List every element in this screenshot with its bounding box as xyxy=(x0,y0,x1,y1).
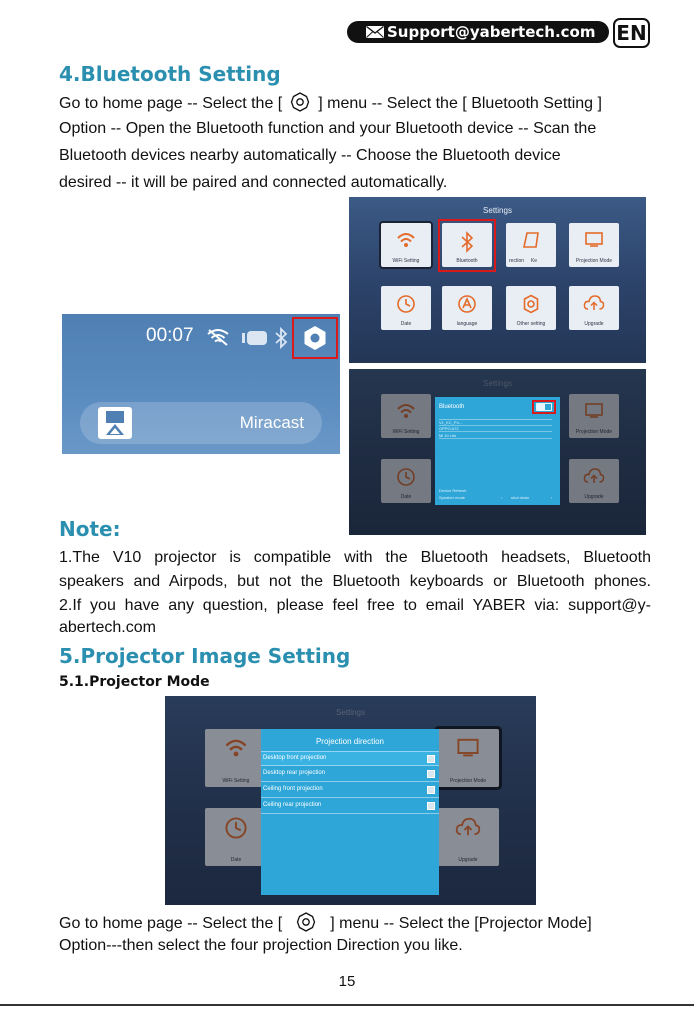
speaker-mode-row[interactable] xyxy=(439,495,552,500)
chevron-left-icon[interactable]: ‹ xyxy=(501,495,503,500)
note-title: Note: xyxy=(59,517,121,541)
support-email-text: Support@yabertech.com xyxy=(387,23,596,41)
bottom-rule xyxy=(0,1004,694,1006)
tile-label-text: rection xyxy=(509,258,525,264)
instruction-text: Go to home page -- Select the [ xyxy=(59,95,283,112)
home-status-screenshot xyxy=(62,314,340,454)
bluetooth-instruction-line-4: desired -- it will be paired and connected automatically. xyxy=(59,174,448,191)
support-email-banner xyxy=(347,21,609,43)
tile-label: language xyxy=(456,321,478,327)
device-name: Mi 10 Lite xyxy=(439,433,457,438)
projection-panel-title: Projection direction xyxy=(315,737,385,746)
settings-screenshot xyxy=(349,197,646,363)
tile-label: WiFi Setting xyxy=(222,778,250,784)
bluetooth-highlight-box xyxy=(438,219,496,272)
wifi-setting-tile[interactable] xyxy=(381,223,431,267)
wifi-off-icon xyxy=(206,328,230,346)
device-row[interactable] xyxy=(439,433,552,439)
bluetooth-icon xyxy=(274,327,288,349)
monitor-icon xyxy=(584,231,604,247)
projection-direction-panel xyxy=(261,729,439,895)
note-line-4: abertech.com xyxy=(59,619,156,636)
tile-label: WiFi Setting xyxy=(392,258,420,264)
note-line-3: 2.If you have any question, please feel free to email YABER via: support@y- xyxy=(59,597,651,614)
checkbox[interactable] xyxy=(427,802,435,810)
projection-option[interactable] xyxy=(261,783,439,798)
tile-label: Projection Mode xyxy=(449,778,487,784)
gear-icon xyxy=(296,912,316,932)
tile-label: Projection Mode xyxy=(575,258,613,264)
bluetooth-panel-title: Bluetooth xyxy=(439,404,465,410)
cast-icon xyxy=(98,407,132,439)
bluetooth-panel xyxy=(435,397,560,505)
projection-direction-screenshot xyxy=(165,696,536,905)
projector-instruction-line-2: Option---then select the four projection Direction you like. xyxy=(59,937,463,954)
tile-label: Date xyxy=(400,321,412,327)
device-row[interactable] xyxy=(439,419,552,426)
battery-icon xyxy=(239,330,269,346)
instruction-text: ] menu -- Select the [ Bluetooth Setting ] xyxy=(318,95,602,112)
gear-icon xyxy=(290,92,310,112)
option-label: Ceiling rear projection xyxy=(263,802,322,808)
device-refresh-label: Device Refresh xyxy=(439,488,467,493)
projector-mode-subtitle: 5.1.Projector Mode xyxy=(59,674,210,690)
bluetooth-instruction-line-1 xyxy=(59,92,602,114)
projection-option[interactable] xyxy=(261,799,439,814)
page-number: 15 xyxy=(338,973,356,990)
tile-label: Date xyxy=(230,857,242,863)
language-badge: EN xyxy=(613,18,650,48)
date-tile[interactable] xyxy=(381,286,431,330)
checkbox[interactable] xyxy=(427,770,435,778)
tile-label: Upgrade xyxy=(458,857,478,863)
toggle-highlight-box xyxy=(532,400,556,414)
checkbox[interactable] xyxy=(427,755,435,763)
miracast-button[interactable] xyxy=(80,402,322,444)
clock-icon xyxy=(396,294,416,314)
note-line-2: speakers and Airpods, but not the Bluetooth keyboards or Bluetooth phones. xyxy=(59,573,651,590)
projection-option[interactable] xyxy=(261,751,439,766)
other-setting-tile[interactable] xyxy=(506,286,556,330)
instruction-text: Go to home page -- Select the [ xyxy=(59,915,283,932)
projector-instruction-line-1 xyxy=(59,912,592,934)
status-time: 00:07 xyxy=(146,325,194,346)
checkbox[interactable] xyxy=(427,786,435,794)
language-icon xyxy=(457,294,477,314)
projection-mode-tile[interactable] xyxy=(569,223,619,267)
language-tile[interactable] xyxy=(442,286,492,330)
trapezoid-icon xyxy=(522,231,540,249)
bluetooth-panel-screenshot xyxy=(349,369,646,535)
bluetooth-section-title: 4.Bluetooth Setting xyxy=(59,62,281,86)
gear-icon xyxy=(521,294,541,314)
mail-icon xyxy=(366,26,384,38)
upgrade-tile[interactable] xyxy=(569,286,619,330)
note-line-1: 1.The V10 projector is compatible with the Bluetooth headsets, Bluetooth xyxy=(59,549,651,566)
cloud-upload-icon xyxy=(583,294,605,312)
tile-label xyxy=(506,258,556,264)
speaker-mode-value: shut down xyxy=(511,495,530,500)
settings-gear-icon[interactable] xyxy=(302,325,328,351)
tile-label: Upgrade xyxy=(584,321,604,327)
device-refresh-row[interactable] xyxy=(439,488,552,493)
device-name: V1_KC_P4... xyxy=(439,420,463,425)
projection-direction-tile[interactable] xyxy=(506,223,556,267)
tile-label: Other setting xyxy=(516,321,546,327)
bluetooth-instruction-line-3: Bluetooth devices nearby automatically -- Choose the Bluetooth device xyxy=(59,147,561,164)
device-name: OPPO A72 xyxy=(439,426,459,431)
settings-title: Settings xyxy=(336,708,365,717)
device-row[interactable] xyxy=(439,426,552,432)
chevron-right-icon[interactable]: › xyxy=(550,495,552,500)
option-label: Desktop front projection xyxy=(263,755,327,761)
miracast-label: Miracast xyxy=(239,413,304,432)
settings-title: Settings xyxy=(483,206,512,215)
speaker-mode-label: Speaker mode xyxy=(439,495,466,500)
wifi-icon xyxy=(396,231,416,249)
projection-option[interactable] xyxy=(261,767,439,782)
tile-label: Bluetooth xyxy=(456,258,478,264)
instruction-text: ] menu -- Select the [Projector Mode] xyxy=(330,915,592,932)
bluetooth-instruction-line-2: Option -- Open the Bluetooth function and your Bluetooth device -- Scan the xyxy=(59,120,597,137)
option-label: Desktop rear projection xyxy=(263,770,326,776)
image-section-title: 5.Projector Image Setting xyxy=(59,644,351,668)
tile-label-text: Ke xyxy=(530,258,538,264)
option-label: Ceiling front projection xyxy=(263,786,323,792)
